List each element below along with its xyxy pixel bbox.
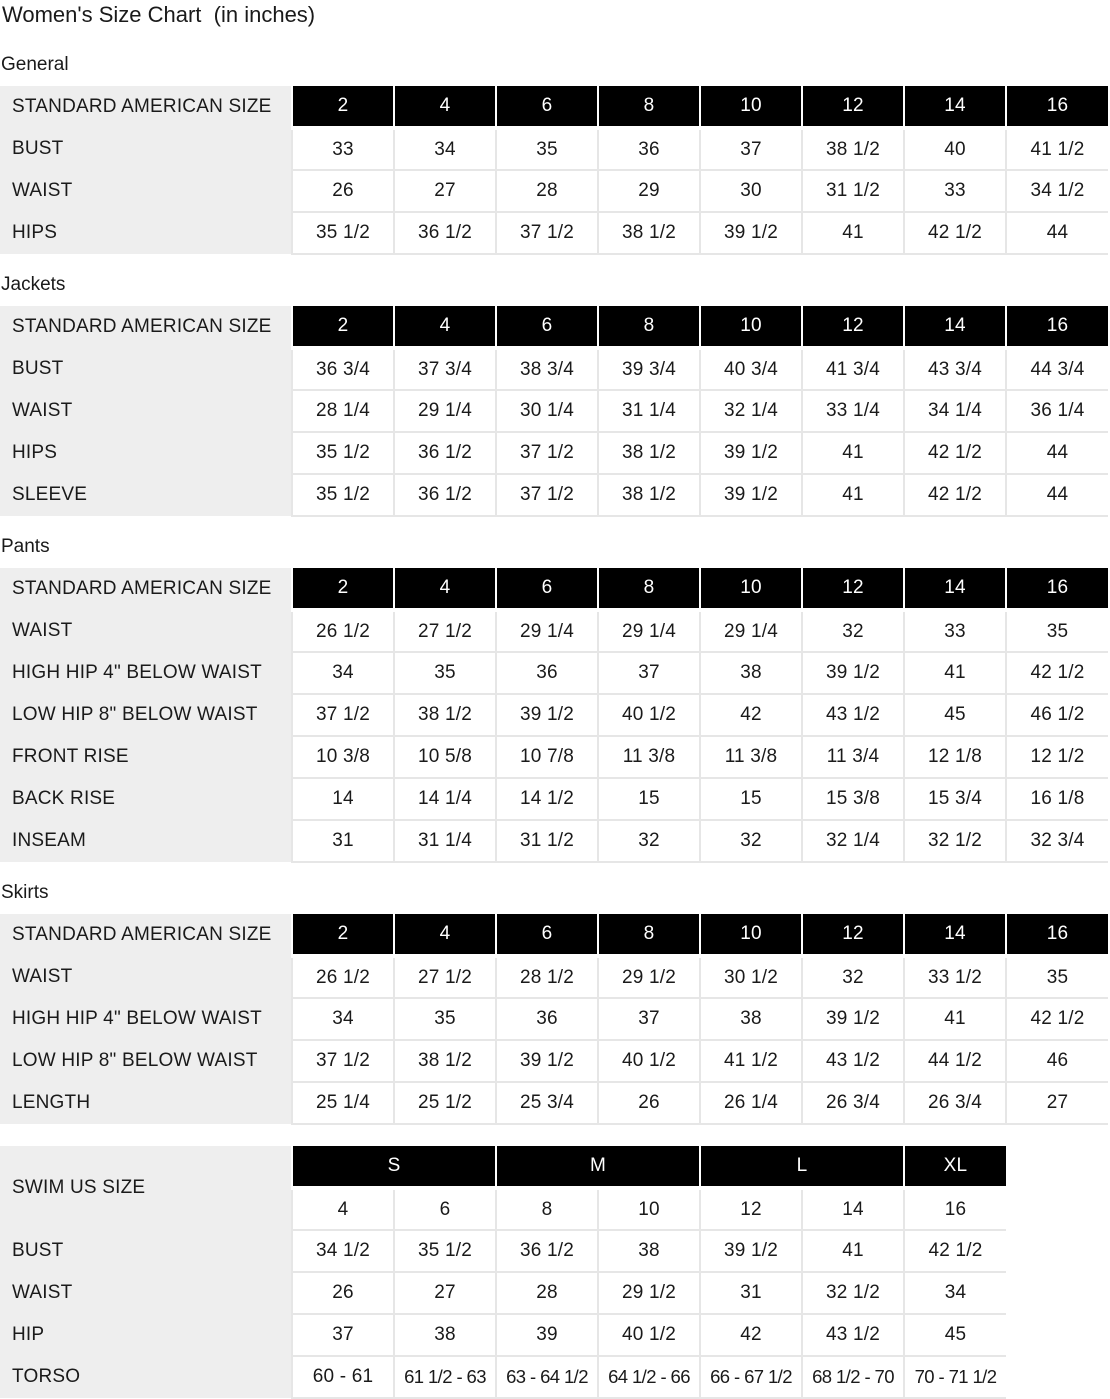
table-cell: 70 - 71 1/2 [904, 1356, 1006, 1398]
table-cell: 12 1/8 [904, 736, 1006, 778]
table-cell: 38 1/2 [598, 212, 700, 254]
size-header-cell: 12 [802, 568, 904, 610]
empty-cell [1006, 1146, 1108, 1188]
size-header-cell: 8 [598, 86, 700, 128]
table-cell: 39 1/2 [802, 998, 904, 1040]
table-cell: 34 [904, 1272, 1006, 1314]
table-cell: 31 1/4 [598, 390, 700, 432]
row-label: TORSO [0, 1356, 292, 1398]
table-row [0, 1040, 1108, 1082]
header-label: STANDARD AMERICAN SIZE [0, 306, 292, 348]
table-cell: 29 1/4 [700, 610, 802, 652]
table-cell: 14 1/2 [496, 778, 598, 820]
table-cell: 39 1/2 [700, 212, 802, 254]
table-cell: 14 [292, 778, 394, 820]
swim-group-header: M [496, 1146, 700, 1188]
table-cell: 35 [496, 128, 598, 170]
swim-size-cell: 6 [394, 1188, 496, 1230]
row-label: SLEEVE [0, 474, 292, 516]
table-cell: 32 [700, 820, 802, 862]
table-cell: 37 1/2 [496, 432, 598, 474]
row-label: LOW HIP 8" BELOW WAIST [0, 694, 292, 736]
row-label: LENGTH [0, 1082, 292, 1124]
swim-size-cell: 14 [802, 1188, 904, 1230]
table-cell: 43 1/2 [802, 1314, 904, 1356]
table-cell: 37 1/2 [496, 474, 598, 516]
swim-size-cell: 4 [292, 1188, 394, 1230]
size-header-cell: 16 [1006, 914, 1108, 956]
table-cell: 38 1/2 [598, 432, 700, 474]
row-label: FRONT RISE [0, 736, 292, 778]
table-cell: 46 [1006, 1040, 1108, 1082]
row-label: HIP [0, 1314, 292, 1356]
size-header-cell: 4 [394, 86, 496, 128]
table-cell: 35 [1006, 610, 1108, 652]
table-cell: 26 3/4 [904, 1082, 1006, 1124]
table-cell: 36 [496, 998, 598, 1040]
header-row [0, 568, 1108, 610]
table-cell: 43 3/4 [904, 348, 1006, 390]
size-header-cell: 8 [598, 914, 700, 956]
header-label: STANDARD AMERICAN SIZE [0, 86, 292, 128]
table-cell: 39 1/2 [496, 694, 598, 736]
size-header-cell: 10 [700, 306, 802, 348]
table-cell: 30 1/2 [700, 956, 802, 998]
table-cell: 25 3/4 [496, 1082, 598, 1124]
table-cell: 41 [802, 1230, 904, 1272]
table-cell: 42 1/2 [1006, 998, 1108, 1040]
table-cell: 32 3/4 [1006, 820, 1108, 862]
table-cell: 37 [598, 652, 700, 694]
table-cell: 33 1/4 [802, 390, 904, 432]
table-cell: 39 1/2 [700, 432, 802, 474]
size-header-cell: 16 [1006, 568, 1108, 610]
table-cell: 33 [292, 128, 394, 170]
table-cell: 10 5/8 [394, 736, 496, 778]
table-cell: 11 3/8 [598, 736, 700, 778]
section-label-general: General [1, 54, 69, 75]
page-title: Women's Size Chart (in inches) [2, 2, 316, 27]
table-cell: 38 [700, 998, 802, 1040]
table-row [0, 212, 1108, 254]
size-header-cell: 6 [496, 914, 598, 956]
table-cell: 28 1/2 [496, 956, 598, 998]
size-header-cell: 14 [904, 306, 1006, 348]
size-header-cell: 12 [802, 306, 904, 348]
size-header-cell: 10 [700, 568, 802, 610]
row-label: WAIST [0, 610, 292, 652]
table-cell: 15 [598, 778, 700, 820]
table-cell: 35 [1006, 956, 1108, 998]
size-header-cell: 2 [292, 86, 394, 128]
table-cell: 31 1/4 [394, 820, 496, 862]
table-cell: 14 1/4 [394, 778, 496, 820]
table-cell: 33 [904, 610, 1006, 652]
table-cell: 39 3/4 [598, 348, 700, 390]
table-cell: 44 [1006, 212, 1108, 254]
table-row [0, 1230, 1108, 1272]
table-cell: 34 [292, 998, 394, 1040]
header-row [0, 86, 1108, 128]
size-header-cell: 12 [802, 914, 904, 956]
size-table-jackets [0, 306, 1108, 517]
row-label: HIGH HIP 4" BELOW WAIST [0, 652, 292, 694]
table-cell: 36 3/4 [292, 348, 394, 390]
table-row [0, 736, 1108, 778]
table-cell: 43 1/2 [802, 694, 904, 736]
table-cell: 27 [394, 170, 496, 212]
table-cell: 31 1/2 [496, 820, 598, 862]
table-cell: 26 [598, 1082, 700, 1124]
table-cell: 32 [802, 956, 904, 998]
table-cell: 39 1/2 [802, 652, 904, 694]
table-cell: 15 [700, 778, 802, 820]
row-label: HIPS [0, 432, 292, 474]
table-cell: 34 1/2 [1006, 170, 1108, 212]
table-cell: 36 [496, 652, 598, 694]
table-row [0, 694, 1108, 736]
swim-size-cell: 16 [904, 1188, 1006, 1230]
table-cell: 29 1/2 [598, 1272, 700, 1314]
swim-group-header: L [700, 1146, 904, 1188]
section-label-pants: Pants [1, 536, 50, 557]
table-cell: 45 [904, 694, 1006, 736]
table-row [0, 390, 1108, 432]
size-header-cell: 8 [598, 306, 700, 348]
table-cell: 33 1/2 [904, 956, 1006, 998]
table-cell: 37 [292, 1314, 394, 1356]
size-header-cell: 8 [598, 568, 700, 610]
size-header-cell: 6 [496, 306, 598, 348]
table-row [0, 1272, 1108, 1314]
table-row [0, 1082, 1108, 1124]
header-label: STANDARD AMERICAN SIZE [0, 568, 292, 610]
table-cell: 63 - 64 1/2 [496, 1356, 598, 1398]
table-cell: 40 1/2 [598, 694, 700, 736]
table-cell: 42 [700, 694, 802, 736]
row-label: HIPS [0, 212, 292, 254]
table-cell: 40 3/4 [700, 348, 802, 390]
table-cell: 41 [802, 212, 904, 254]
size-header-cell: 14 [904, 86, 1006, 128]
row-label: WAIST [0, 956, 292, 998]
table-cell: 41 [802, 432, 904, 474]
table-cell: 32 1/2 [802, 1272, 904, 1314]
table-cell: 32 [802, 610, 904, 652]
table-cell: 41 1/2 [700, 1040, 802, 1082]
size-table-swim [0, 1146, 1108, 1399]
table-cell: 32 [598, 820, 700, 862]
size-header-cell: 14 [904, 914, 1006, 956]
table-cell: 36 1/4 [1006, 390, 1108, 432]
table-cell: 40 [904, 128, 1006, 170]
table-cell: 44 [1006, 474, 1108, 516]
table-cell: 41 [904, 652, 1006, 694]
table-cell: 34 [292, 652, 394, 694]
table-cell: 39 1/2 [700, 474, 802, 516]
table-cell: 32 1/2 [904, 820, 1006, 862]
table-cell: 37 [700, 128, 802, 170]
table-cell: 45 [904, 1314, 1006, 1356]
swim-group-row [0, 1146, 1108, 1188]
table-cell: 41 1/2 [1006, 128, 1108, 170]
table-cell: 34 1/4 [904, 390, 1006, 432]
row-label: INSEAM [0, 820, 292, 862]
table-cell: 38 1/2 [394, 694, 496, 736]
row-label: BUST [0, 128, 292, 170]
table-cell: 40 1/2 [598, 1040, 700, 1082]
table-row [0, 820, 1108, 862]
size-header-cell: 10 [700, 914, 802, 956]
table-cell: 29 1/4 [496, 610, 598, 652]
table-cell: 35 1/2 [292, 474, 394, 516]
table-cell: 10 7/8 [496, 736, 598, 778]
table-cell: 35 1/2 [292, 212, 394, 254]
table-row [0, 998, 1108, 1040]
table-cell: 32 1/4 [700, 390, 802, 432]
table-cell: 42 [700, 1314, 802, 1356]
table-row [0, 170, 1108, 212]
table-cell: 35 [394, 652, 496, 694]
table-cell: 39 [496, 1314, 598, 1356]
table-cell: 36 1/2 [394, 432, 496, 474]
table-cell: 29 [598, 170, 700, 212]
table-cell: 27 [1006, 1082, 1108, 1124]
table-cell: 30 1/4 [496, 390, 598, 432]
table-cell: 36 [598, 128, 700, 170]
table-row [0, 432, 1108, 474]
row-label: WAIST [0, 1272, 292, 1314]
size-header-cell: 2 [292, 568, 394, 610]
table-cell: 44 [1006, 432, 1108, 474]
table-row [0, 956, 1108, 998]
row-label: LOW HIP 8" BELOW WAIST [0, 1040, 292, 1082]
table-cell: 15 3/4 [904, 778, 1006, 820]
table-cell: 26 1/2 [292, 956, 394, 998]
size-table-general [0, 86, 1108, 255]
table-cell: 39 1/2 [700, 1230, 802, 1272]
table-cell: 37 1/2 [292, 1040, 394, 1082]
row-label: BUST [0, 348, 292, 390]
table-row [0, 610, 1108, 652]
table-row [0, 1356, 1108, 1398]
table-row [0, 778, 1108, 820]
table-cell: 40 1/2 [598, 1314, 700, 1356]
table-cell: 26 [292, 170, 394, 212]
table-cell: 26 1/2 [292, 610, 394, 652]
size-header-cell: 16 [1006, 306, 1108, 348]
size-header-cell: 4 [394, 306, 496, 348]
size-header-cell: 2 [292, 306, 394, 348]
table-cell: 30 [700, 170, 802, 212]
table-cell: 42 1/2 [904, 432, 1006, 474]
table-cell: 41 [904, 998, 1006, 1040]
table-cell: 38 [700, 652, 802, 694]
row-label: WAIST [0, 170, 292, 212]
swim-group-header: S [292, 1146, 496, 1188]
table-cell: 39 1/2 [496, 1040, 598, 1082]
table-row [0, 348, 1108, 390]
table-cell: 42 1/2 [904, 1230, 1006, 1272]
table-cell: 42 1/2 [904, 474, 1006, 516]
table-row [0, 1314, 1108, 1356]
table-cell: 37 3/4 [394, 348, 496, 390]
table-cell: 36 1/2 [394, 474, 496, 516]
header-row [0, 914, 1108, 956]
row-label: HIGH HIP 4" BELOW WAIST [0, 998, 292, 1040]
table-cell: 38 [394, 1314, 496, 1356]
table-cell: 29 1/4 [394, 390, 496, 432]
empty-cell [1006, 1272, 1108, 1314]
table-cell: 28 [496, 170, 598, 212]
table-cell: 32 1/4 [802, 820, 904, 862]
table-cell: 27 1/2 [394, 956, 496, 998]
table-cell: 31 1/2 [802, 170, 904, 212]
table-cell: 38 1/2 [802, 128, 904, 170]
table-cell: 38 1/2 [394, 1040, 496, 1082]
table-cell: 38 [598, 1230, 700, 1272]
table-cell: 36 1/2 [394, 212, 496, 254]
swim-group-header: XL [904, 1146, 1006, 1188]
empty-cell [1006, 1230, 1108, 1272]
table-cell: 11 3/8 [700, 736, 802, 778]
size-header-cell: 14 [904, 568, 1006, 610]
size-header-cell: 16 [1006, 86, 1108, 128]
table-cell: 25 1/4 [292, 1082, 394, 1124]
table-cell: 26 1/4 [700, 1082, 802, 1124]
table-cell: 34 [394, 128, 496, 170]
table-cell: 64 1/2 - 66 [598, 1356, 700, 1398]
size-header-cell: 2 [292, 914, 394, 956]
table-cell: 25 1/2 [394, 1082, 496, 1124]
table-cell: 11 3/4 [802, 736, 904, 778]
table-cell: 68 1/2 - 70 [802, 1356, 904, 1398]
table-cell: 34 1/2 [292, 1230, 394, 1272]
table-cell: 16 1/8 [1006, 778, 1108, 820]
row-label: BUST [0, 1230, 292, 1272]
table-cell: 61 1/2 - 63 [394, 1356, 496, 1398]
swim-size-cell: 10 [598, 1188, 700, 1230]
section-label-jackets: Jackets [1, 274, 66, 295]
table-cell: 66 - 67 1/2 [700, 1356, 802, 1398]
table-cell: 38 1/2 [598, 474, 700, 516]
table-row [0, 652, 1108, 694]
table-cell: 37 1/2 [496, 212, 598, 254]
table-cell: 37 [598, 998, 700, 1040]
table-cell: 10 3/8 [292, 736, 394, 778]
empty-cell [1006, 1188, 1108, 1230]
size-table-pants [0, 568, 1108, 863]
table-cell: 35 1/2 [394, 1230, 496, 1272]
empty-cell [1006, 1314, 1108, 1356]
size-header-cell: 4 [394, 914, 496, 956]
row-label: WAIST [0, 390, 292, 432]
table-cell: 12 1/2 [1006, 736, 1108, 778]
table-cell: 27 1/2 [394, 610, 496, 652]
size-header-cell: 6 [496, 568, 598, 610]
table-cell: 43 1/2 [802, 1040, 904, 1082]
swim-size-cell: 12 [700, 1188, 802, 1230]
swim-header-label: SWIM US SIZE [0, 1146, 292, 1230]
size-table-skirts [0, 914, 1108, 1125]
table-cell: 38 3/4 [496, 348, 598, 390]
table-row [0, 128, 1108, 170]
size-header-cell: 4 [394, 568, 496, 610]
table-cell: 41 3/4 [802, 348, 904, 390]
table-cell: 31 [700, 1272, 802, 1314]
table-cell: 28 [496, 1272, 598, 1314]
table-cell: 27 [394, 1272, 496, 1314]
header-label: STANDARD AMERICAN SIZE [0, 914, 292, 956]
table-cell: 35 1/2 [292, 432, 394, 474]
table-cell: 35 [394, 998, 496, 1040]
table-cell: 44 3/4 [1006, 348, 1108, 390]
row-label: BACK RISE [0, 778, 292, 820]
table-cell: 26 3/4 [802, 1082, 904, 1124]
size-header-cell: 10 [700, 86, 802, 128]
table-cell: 31 [292, 820, 394, 862]
table-cell: 37 1/2 [292, 694, 394, 736]
table-cell: 42 1/2 [1006, 652, 1108, 694]
table-cell: 29 1/2 [598, 956, 700, 998]
header-row [0, 306, 1108, 348]
size-header-cell: 6 [496, 86, 598, 128]
table-cell: 42 1/2 [904, 212, 1006, 254]
table-row [0, 474, 1108, 516]
size-header-cell: 12 [802, 86, 904, 128]
table-cell: 26 [292, 1272, 394, 1314]
empty-cell [1006, 1356, 1108, 1398]
table-cell: 60 - 61 [292, 1356, 394, 1398]
section-label-skirts: Skirts [1, 882, 49, 903]
table-cell: 15 3/8 [802, 778, 904, 820]
table-cell: 33 [904, 170, 1006, 212]
table-cell: 28 1/4 [292, 390, 394, 432]
table-cell: 41 [802, 474, 904, 516]
table-cell: 29 1/4 [598, 610, 700, 652]
swim-size-cell: 8 [496, 1188, 598, 1230]
table-cell: 44 1/2 [904, 1040, 1006, 1082]
table-cell: 46 1/2 [1006, 694, 1108, 736]
table-cell: 36 1/2 [496, 1230, 598, 1272]
